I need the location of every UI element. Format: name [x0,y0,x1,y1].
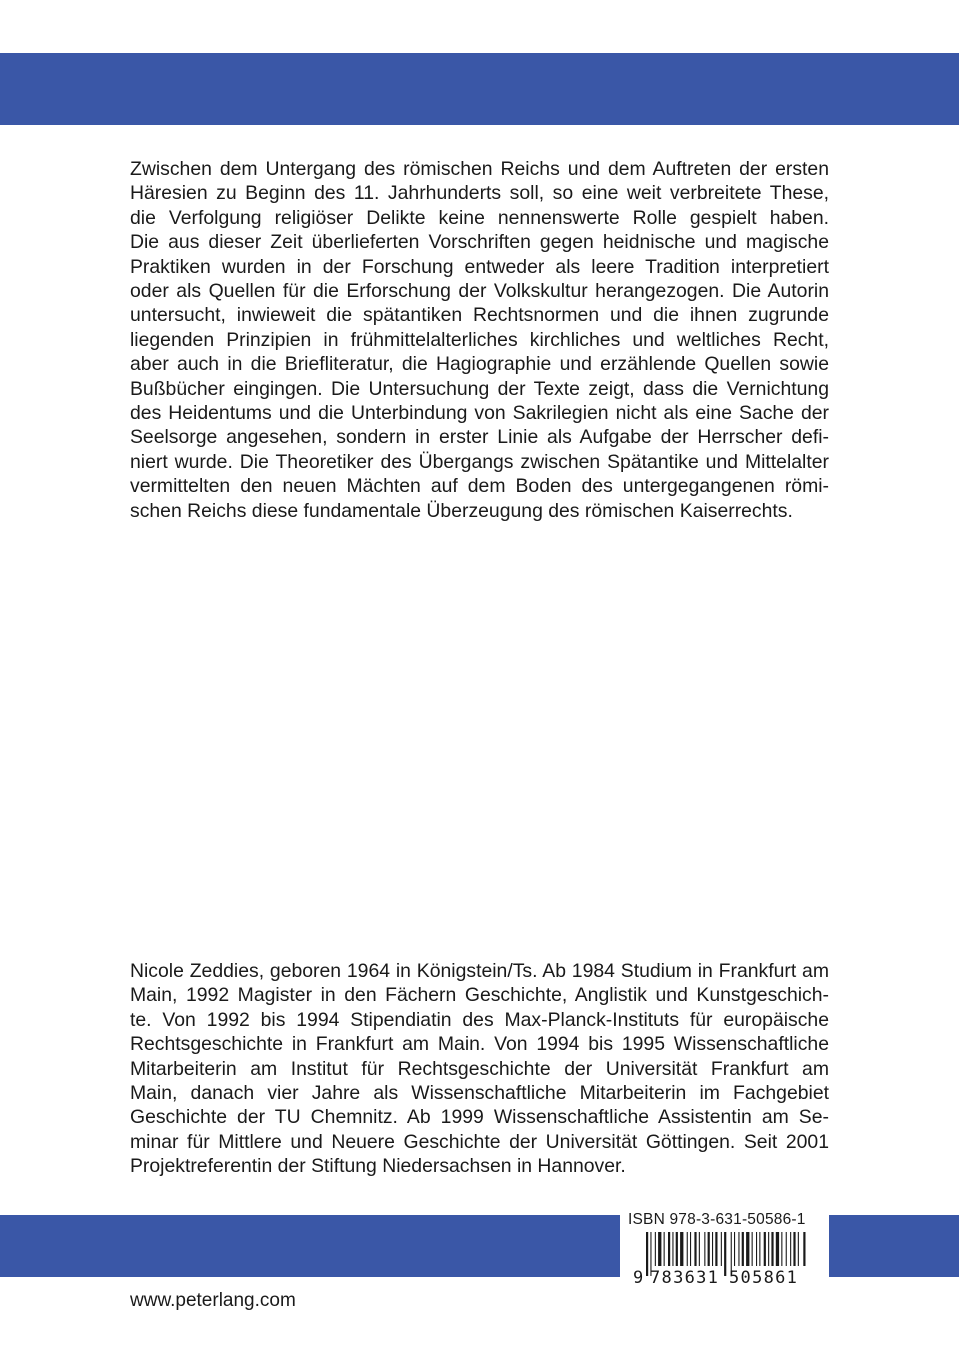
barcode-bar [687,1232,688,1266]
barcode-image [620,1208,829,1286]
barcode-bar [655,1232,656,1266]
publisher-website: www.peterlang.com [130,1290,296,1311]
bio-line: Mitarbeiterin am Institut für Rechtsgeschichte der Universität Frankfurt am [130,1057,829,1080]
description-line: niert wurde. Die Theoretiker des Übergangs zwischen Spätantike und Mittelalter [130,450,829,473]
barcode-bar [738,1232,739,1266]
barcode-bar [680,1232,683,1266]
barcode-bar [781,1232,782,1266]
barcode-bar [668,1232,670,1266]
description-line: Zwischen dem Untergang des römischen Reichs und dem Auftreten der ersten [130,158,829,180]
barcode-bar [715,1232,717,1266]
barcode-bar [768,1232,769,1266]
isbn-label: ISBN 978-3-631-50586-1 [628,1211,806,1228]
book-description [130,157,829,523]
description-line: aber auch in die Briefliteratur, die Hagiographie und erzählende Quellen sowie [130,353,829,376]
barcode-bar [658,1232,661,1266]
bio-line: Projektreferentin der Stiftung Niedersachsen in Hannover. [130,1155,626,1178]
barcode-bar [776,1232,779,1266]
description-line: Die aus dieser Zeit überlieferten Vorschriften gegen heidnische und magische [130,231,829,254]
barcode-bar [646,1232,648,1276]
barcode-bar [724,1232,726,1276]
barcode-bar [759,1232,760,1266]
barcode-bar [708,1232,710,1266]
description-line: untersucht, inwieweit die spätantiken Rechtsnormen und die ihnen zugrunde [130,304,829,327]
bio-line: minar für Mittlere und Neuere Geschichte der Universität Göttingen. Seit 2001 [130,1130,829,1153]
description-line: schen Reichs diese fundamentale Überzeugung des römischen Kaiserrechts. [130,499,793,522]
author-bio [130,959,829,1179]
bio-line: Geschichte der TU Chemnitz. Ab 1999 Wissenschaftliche Assistentin am Se- [130,1106,829,1129]
barcode-bar [798,1232,799,1266]
barcode-bar [699,1232,700,1266]
barcode-bar [756,1232,757,1266]
top-color-band [0,53,959,125]
bio-line: Nicole Zeddies, geboren 1964 in Königstein/Ts. Ab 1984 Studium in Frankfurt am [130,960,829,982]
barcode-bar [690,1232,691,1266]
isbn-barcode [620,1208,829,1286]
barcode-bar [771,1232,773,1266]
barcode-bar [746,1232,749,1266]
barcode-bar [676,1232,678,1266]
barcode-bar [704,1232,705,1266]
description-line: oder als Quellen für die Erforschung der Volkskultur herangezogen. Die Autorin [130,280,829,303]
description-line: vermittelten den neuen Mächten auf dem Boden des untergegangenen römi- [130,475,829,498]
barcode-bar [664,1232,665,1266]
description-line: Seelsorge angesehen, sondern in erster Linie als Aufgabe der Herrscher defi- [130,426,829,449]
barcode-bar [694,1232,696,1266]
description-line: liegenden Prinzipien in frühmittelalterliches kirchliches und weltliches Recht, [130,328,829,351]
barcode-bar [764,1232,766,1266]
barcode-bar [803,1232,805,1266]
barcode-bar [752,1232,753,1266]
bio-line: Rechtsgeschichte in Frankfurt am Main. Von 1994 bis 1995 Wissenschaftliche [130,1033,829,1056]
description-line: Häresien zu Beginn des 11. Jahrhunderts soll, so eine weit verbreitete These, [130,182,829,205]
barcode-bar [786,1232,787,1266]
barcode-bar [672,1232,673,1266]
bio-line: Main, danach vier Jahre als Wissenschaftliche Mitarbeiterin im Fachgebiet [130,1082,829,1105]
bio-line: Main, 1992 Magister in den Fächern Geschichte, Anglistik und Kunstgeschich- [130,984,829,1007]
description-line: des Heidentums und die Unterbindung von Sakrilegien nicht als eine Sache der [130,402,829,425]
bio-line: te. Von 1992 bis 1994 Stipendiatin des Max-Planck-Instituts für europäische [130,1008,829,1031]
barcode-digits-left: 783631 [650,1268,720,1286]
barcode-bar [721,1232,722,1266]
barcode-bar [712,1232,713,1266]
description-line: Praktiken wurden in der Forschung entweder als leere Tradition interpretiert [130,255,829,278]
barcode-bar [790,1232,791,1266]
barcode-digit-first: 9 [633,1268,644,1286]
barcode-bar [742,1232,744,1266]
description-line: die Verfolgung religiöser Delikte keine nennenswerte Rolle gespielt haben. [130,206,829,229]
barcode-bar [734,1232,735,1266]
barcode-digits-right: 505861 [729,1268,799,1286]
description-line: Bußbücher eingingen. Die Untersuchung der Texte zeigt, dass die Vernichtung [130,377,829,400]
barcode-bar [793,1232,795,1266]
